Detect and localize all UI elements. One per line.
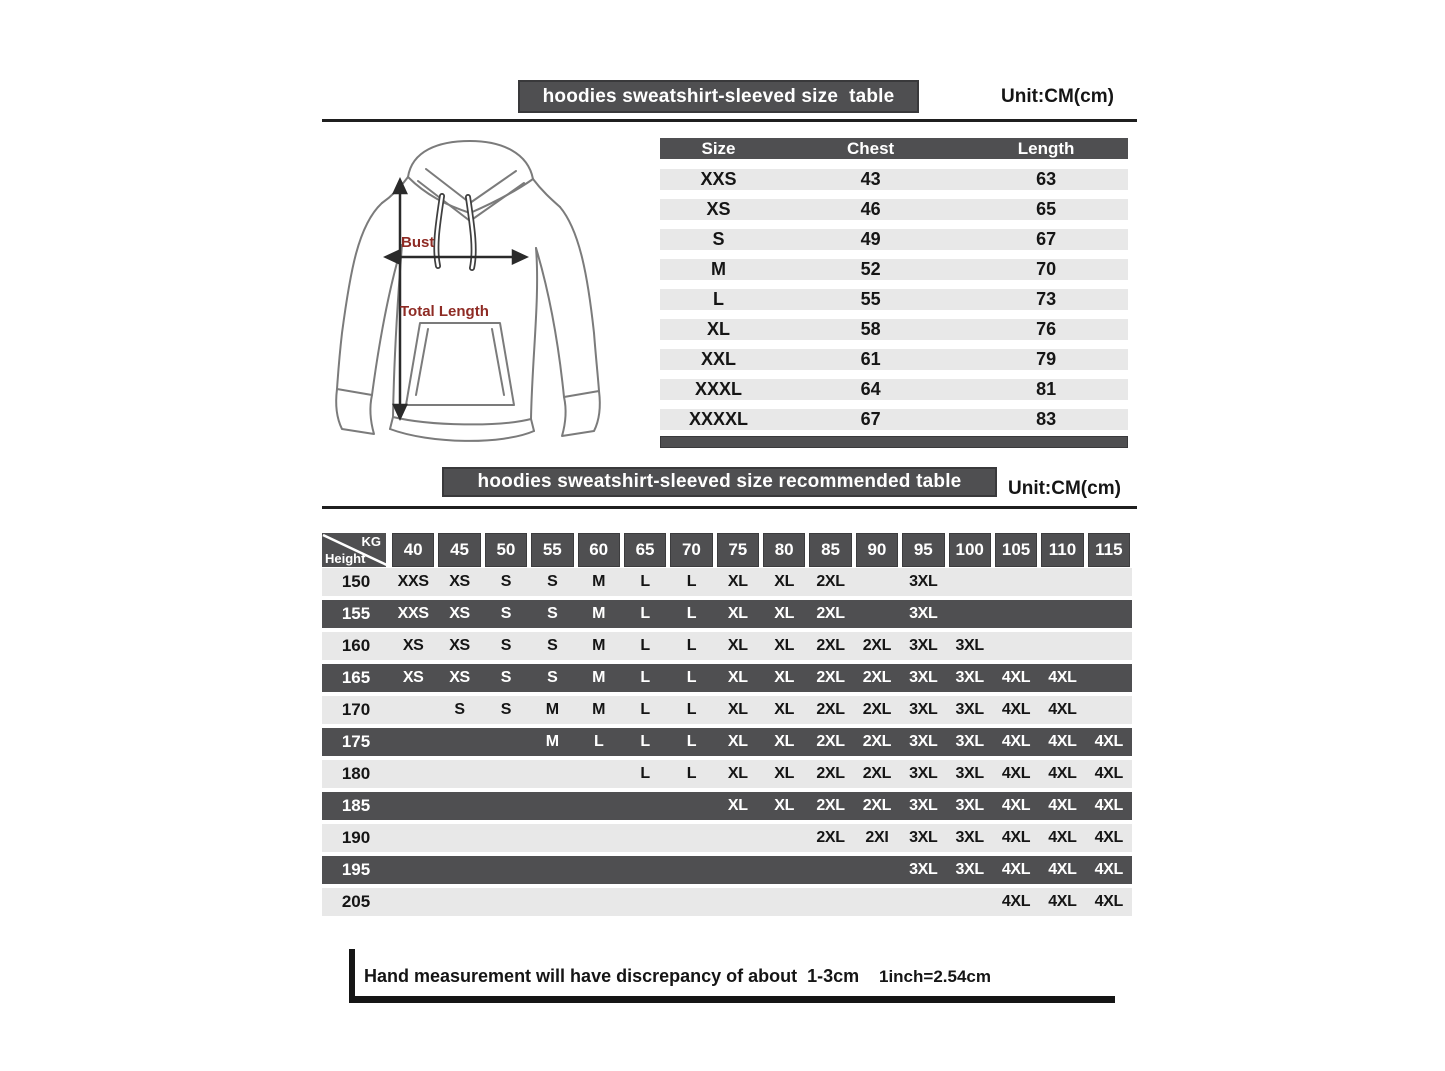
- size-recommendation: XL: [774, 573, 795, 590]
- size-recommendation: L: [640, 637, 650, 654]
- size-table-body: [660, 169, 1128, 439]
- size-recommendation: 4XL: [1094, 829, 1124, 846]
- size-recommendation: 2XL: [816, 733, 845, 750]
- chest-value: 46: [860, 199, 881, 219]
- size-recommendation: 2XL: [816, 829, 845, 846]
- size-table-row: [660, 409, 1128, 430]
- length-value: 73: [1036, 289, 1057, 309]
- size-recommendation: XL: [727, 605, 748, 622]
- size-recommendation: 2XL: [862, 797, 892, 814]
- footnote-bracket-vertical: [349, 949, 355, 1002]
- length-column-header: Length: [1017, 138, 1075, 158]
- unit-label-2: Unit:CM(cm): [1008, 478, 1121, 499]
- size-recommendation: XS: [402, 669, 424, 686]
- size-recommendation: S: [500, 701, 512, 718]
- chest-value: 55: [860, 289, 881, 309]
- size-recommendation: 4XL: [1094, 733, 1124, 750]
- size-recommendation: XL: [774, 733, 795, 750]
- weight-column-header: 115: [1088, 533, 1130, 567]
- length-value: 83: [1036, 409, 1057, 429]
- size-recommendation: XL: [727, 797, 748, 814]
- size-recommendation: 3XL: [909, 701, 938, 718]
- recommended-table-row: [322, 856, 1132, 884]
- size-recommendation: 4XL: [1048, 861, 1077, 878]
- size-recommendation: 3XL: [909, 765, 938, 782]
- length-value: 63: [1036, 169, 1057, 189]
- size-recommendation: 3XL: [909, 829, 938, 846]
- height-value: 155: [341, 604, 371, 623]
- size-recommendation: XL: [727, 701, 748, 718]
- size-recommendation: M: [592, 573, 606, 590]
- height-value: 170: [341, 700, 371, 719]
- size-recommendation: S: [500, 605, 512, 622]
- bust-label: Bust: [401, 234, 435, 251]
- divider-line-2: [322, 506, 1137, 509]
- size-recommendation: L: [640, 573, 650, 590]
- size-recommendation: 2XI: [865, 829, 889, 846]
- chest-value: 49: [860, 229, 881, 249]
- size-recommendation: M: [545, 701, 559, 718]
- height-value: 195: [341, 860, 371, 879]
- size-recommendation: L: [686, 573, 697, 590]
- size-recommendation: XS: [449, 605, 470, 622]
- size-recommendation: S: [547, 669, 558, 686]
- size-table-row: [660, 259, 1128, 280]
- footnote-bracket-horizontal: [349, 996, 1115, 1003]
- size-table-row: [660, 349, 1128, 370]
- size-recommendation: M: [592, 605, 606, 622]
- size-recommendation: 4XL: [1048, 893, 1077, 910]
- size-recommendation: 3XL: [909, 797, 938, 814]
- size-recommendation: 3XL: [955, 861, 984, 878]
- inch-conversion-note: 1inch=2.54cm: [879, 967, 991, 986]
- size-recommendation: XL: [727, 669, 748, 686]
- height-value: 150: [341, 572, 371, 591]
- recommended-table-row: [322, 664, 1132, 692]
- weight-column-header: 50: [485, 533, 527, 567]
- size-table-title-bar: [518, 80, 919, 113]
- recommended-table-row: [322, 888, 1132, 916]
- size-recommendation: 3XL: [909, 605, 938, 622]
- weight-column-header: 70: [670, 533, 712, 567]
- size-recommendation: L: [640, 605, 650, 622]
- size-recommendation: L: [686, 605, 697, 622]
- length-value: 67: [1036, 229, 1057, 249]
- kg-axis-label: KG: [361, 534, 381, 549]
- recommended-table-row: [322, 632, 1132, 660]
- recommended-table-row: [322, 824, 1132, 852]
- size-recommendation: 3XL: [909, 573, 938, 590]
- length-value: 70: [1036, 259, 1057, 279]
- length-value: 76: [1036, 319, 1057, 339]
- size-value: M: [711, 259, 726, 279]
- size-recommendation: 3XL: [955, 701, 984, 718]
- size-recommendation: 4XL: [1094, 765, 1124, 782]
- size-recommendation: 4XL: [1094, 861, 1124, 878]
- size-recommendation: S: [547, 573, 558, 590]
- weight-column-header: 75: [717, 533, 759, 567]
- size-recommendation: XS: [449, 669, 470, 686]
- size-value: XS: [706, 199, 731, 219]
- recommended-table-title-bar: [442, 467, 997, 497]
- size-recommendation: XS: [449, 637, 470, 654]
- size-recommendation: 2XL: [816, 605, 845, 622]
- recommended-table-row: [322, 696, 1132, 724]
- size-recommendation: 2XL: [862, 765, 892, 782]
- size-recommendation: 3XL: [955, 797, 984, 814]
- length-value: 81: [1036, 379, 1057, 399]
- size-recommendation: XXS: [397, 573, 429, 590]
- size-recommendation: XL: [727, 733, 748, 750]
- size-value: XXS: [700, 169, 737, 189]
- chest-value: 52: [860, 259, 881, 279]
- size-recommendation: S: [500, 573, 512, 590]
- size-recommendation: S: [547, 605, 558, 622]
- recommended-table-row: [322, 568, 1132, 596]
- size-recommendation: M: [592, 701, 606, 718]
- measurement-note: Hand measurement will have discrepancy of about 1-3cm: [364, 966, 860, 986]
- size-recommendation: XL: [727, 765, 748, 782]
- recommended-table-title: hoodies sweatshirt-sleeved size recommended table: [477, 471, 962, 492]
- size-recommendation: 4XL: [1048, 701, 1077, 718]
- size-recommendation: 2XL: [862, 701, 892, 718]
- size-table-footer-bar: [660, 436, 1128, 448]
- kg-height-corner-cell: [322, 533, 386, 567]
- size-table-row: [660, 199, 1128, 220]
- chest-value: 58: [860, 319, 881, 339]
- chest-value: 67: [860, 409, 881, 429]
- weight-column-header: 100: [949, 533, 991, 567]
- size-recommendation: 2XL: [816, 765, 845, 782]
- height-value: 185: [341, 796, 371, 815]
- height-value: 190: [341, 828, 371, 847]
- weight-column-header: 55: [531, 533, 573, 567]
- recommended-table-header-row: [322, 533, 1132, 567]
- size-recommendation: 3XL: [909, 733, 938, 750]
- size-recommendation: 2XL: [862, 637, 892, 654]
- size-recommendation: L: [686, 669, 697, 686]
- size-recommendation: XL: [727, 637, 748, 654]
- size-recommendation: 2XL: [816, 637, 845, 654]
- size-recommendation: 4XL: [1001, 669, 1031, 686]
- size-recommendation: L: [686, 733, 697, 750]
- size-value: XXXL: [694, 379, 742, 399]
- size-value: XXXXL: [688, 409, 749, 429]
- size-recommendation: 4XL: [1001, 797, 1031, 814]
- recommended-table-row: [322, 792, 1132, 820]
- size-recommendation: XS: [449, 573, 470, 590]
- size-recommendation: 3XL: [909, 669, 938, 686]
- size-recommendation: 2XL: [862, 669, 892, 686]
- weight-column-header: 45: [438, 533, 480, 567]
- height-value: 160: [341, 636, 371, 655]
- size-recommendation: 4XL: [1048, 669, 1077, 686]
- length-value: 65: [1036, 199, 1057, 219]
- weight-column-header: 105: [995, 533, 1037, 567]
- size-recommendation: 4XL: [1094, 893, 1124, 910]
- size-value: XL: [706, 319, 730, 339]
- size-column-header: Size: [701, 138, 736, 158]
- unit-label-1: Unit:CM(cm): [1001, 86, 1114, 107]
- size-recommendation: L: [686, 701, 697, 718]
- size-recommendation: M: [592, 669, 606, 686]
- size-recommendation: 2XL: [816, 573, 845, 590]
- size-table-row: [660, 319, 1128, 340]
- size-table-title: hoodies sweatshirt-sleeved size table: [542, 85, 895, 107]
- height-value: 165: [341, 668, 371, 687]
- size-recommendation: 3XL: [909, 637, 938, 654]
- size-recommendation: XXS: [397, 605, 429, 622]
- size-recommendation: 4XL: [1048, 829, 1077, 846]
- size-recommendation: L: [640, 701, 650, 718]
- weight-column-header: 110: [1041, 533, 1083, 567]
- size-recommendation: 4XL: [1001, 701, 1031, 718]
- height-value: 175: [341, 732, 371, 751]
- size-recommendation: L: [640, 669, 650, 686]
- size-recommendation: 4XL: [1001, 765, 1031, 782]
- length-value: 79: [1036, 349, 1057, 369]
- size-table-row: [660, 229, 1128, 250]
- chest-column-header: Chest: [846, 138, 895, 158]
- size-recommendation: 4XL: [1001, 829, 1031, 846]
- size-value: L: [713, 289, 724, 309]
- weight-column-header: 65: [624, 533, 666, 567]
- weight-column-header: 40: [392, 533, 434, 567]
- weight-column-header: 95: [902, 533, 944, 567]
- size-recommendation: 4XL: [1001, 861, 1031, 878]
- size-recommendation: XL: [774, 637, 795, 654]
- size-recommendation: 4XL: [1001, 733, 1031, 750]
- size-recommendation: L: [593, 733, 604, 750]
- size-recommendation: 3XL: [909, 861, 938, 878]
- size-recommendation: 4XL: [1048, 765, 1077, 782]
- hoodie-diagram: [330, 133, 610, 453]
- size-recommendation: XL: [774, 797, 795, 814]
- recommended-table-row: [322, 728, 1132, 756]
- size-recommendation: XL: [774, 765, 795, 782]
- chest-value: 61: [860, 349, 881, 369]
- size-recommendation: 2XL: [816, 701, 845, 718]
- size-recommendation: 3XL: [955, 669, 984, 686]
- size-recommendation: 3XL: [955, 733, 984, 750]
- size-table-header-row: [660, 138, 1128, 159]
- size-value: S: [712, 229, 725, 249]
- size-recommendation: S: [547, 637, 558, 654]
- size-recommendation: 2XL: [816, 797, 845, 814]
- size-recommendation: XL: [774, 605, 795, 622]
- size-table-row: [660, 289, 1128, 310]
- size-recommendation: XS: [402, 637, 424, 654]
- weight-column-header: 90: [856, 533, 898, 567]
- size-recommendation: S: [500, 669, 512, 686]
- size-recommendation: 3XL: [955, 765, 984, 782]
- chest-value: 43: [860, 169, 881, 189]
- size-recommendation: 4XL: [1048, 733, 1077, 750]
- size-recommendation: S: [454, 701, 465, 718]
- height-axis-label: Height: [325, 551, 366, 566]
- size-recommendation: 2XL: [816, 669, 845, 686]
- size-recommendation: L: [686, 765, 697, 782]
- size-recommendation: XL: [727, 573, 748, 590]
- hoodie-drawing-svg: [330, 133, 610, 453]
- size-recommendation: L: [640, 765, 650, 782]
- weight-column-header: 60: [578, 533, 620, 567]
- weight-column-header: 85: [809, 533, 851, 567]
- size-recommendation: 3XL: [955, 829, 984, 846]
- size-recommendation: 4XL: [1048, 797, 1077, 814]
- size-recommendation: 3XL: [955, 637, 984, 654]
- size-recommendation: 2XL: [862, 733, 892, 750]
- size-recommendation: XL: [774, 701, 795, 718]
- height-value: 180: [341, 764, 371, 783]
- total-length-label: Total Length: [400, 303, 489, 320]
- size-recommendation: 4XL: [1094, 797, 1124, 814]
- chest-value: 64: [860, 379, 881, 399]
- size-recommendation: L: [686, 637, 697, 654]
- size-value: XXL: [700, 349, 736, 369]
- size-table-row: [660, 379, 1128, 400]
- size-recommendation: M: [592, 637, 606, 654]
- recommended-table-row: [322, 600, 1132, 628]
- size-recommendation: XL: [774, 669, 795, 686]
- height-value: 205: [341, 892, 371, 911]
- divider-line-1: [322, 119, 1137, 122]
- size-recommendation: 4XL: [1001, 893, 1031, 910]
- size-recommendation: S: [500, 637, 512, 654]
- size-recommendation: L: [640, 733, 650, 750]
- weight-column-header: 80: [763, 533, 805, 567]
- size-recommendation: M: [545, 733, 559, 750]
- recommended-table-row: [322, 760, 1132, 788]
- size-table-row: [660, 169, 1128, 190]
